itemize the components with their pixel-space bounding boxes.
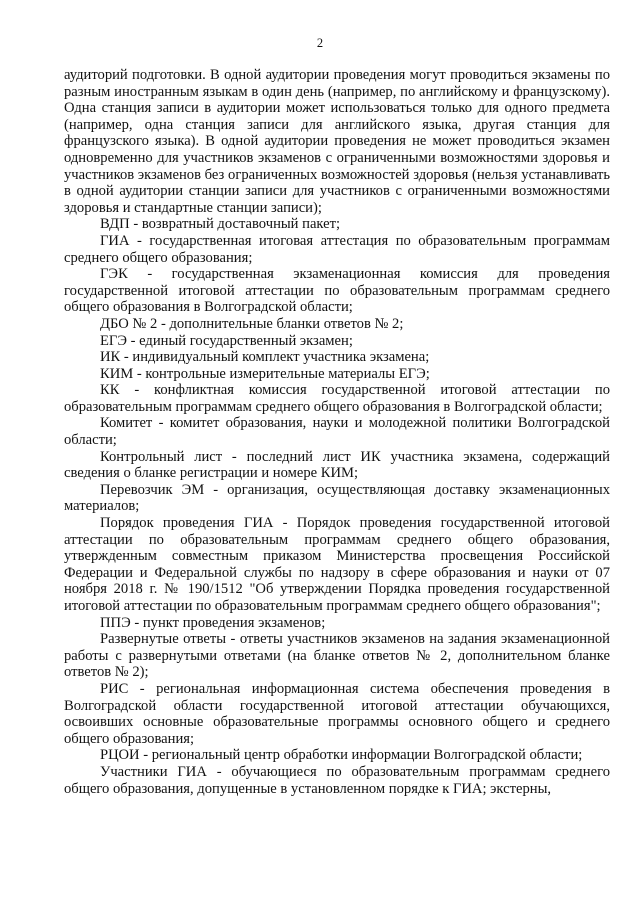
definition-ik: ИК - индивидуальный комплект участника экзамена;	[100, 349, 430, 366]
definition-kk: КК - конфликтная комиссия государственной итоговой аттестации по образовательным программам среднего общего образования в Волгоградской области;	[64, 382, 610, 415]
paragraph-audit-continuation: аудиторий подготовки. В одной аудитории проведения могут проводиться экзамены по разным иностранным языкам в один день (например, по английскому и французскому). Одна станция записи в аудитории может использоваться только для одного предмета (например, одна станция записи для английского языка, другая станция для французского языка). В одной аудитории проведения не может проводиться экзамен одновременно для участников экзаменов с ограниченными возможностями здоровья и участников экзаменов без ограниченных возможностей здоровья (нельзя устанавливать в одной аудитории станции записи для участников с ограниченными возможностями здоровья и стандартные станции записи);	[64, 67, 610, 216]
definition-detailed-answers: Развернутые ответы - ответы участников экзаменов на задания экзаменационной работы с развернутыми ответами (на бланке ответов № 2, дополнительном бланке ответов № 2);	[64, 631, 610, 681]
definition-carrier: Перевозчик ЭМ - организация, осуществляющая доставку экзаменационных материалов;	[64, 481, 610, 515]
definition-dbo: ДБО № 2 - дополнительные бланки ответов № 2;	[100, 315, 404, 332]
definition-vdp: ВДП - возвратный доставочный пакет;	[100, 216, 341, 233]
definition-control-sheet: Контрольный лист - последний лист ИК участника экзамена, содержащий сведения о бланке регистрации и номере КИМ;	[64, 448, 610, 482]
definition-participants: Участники ГИА - обучающиеся по образовательным программам среднего общего образования, допущенные в установленном порядке к ГИА; экстерны,	[64, 763, 610, 797]
definition-gia: ГИА - государственная итоговая аттестация по образовательным программам среднего общего образования;	[64, 232, 610, 266]
definition-ppe: ППЭ - пункт проведения экзаменов;	[100, 614, 326, 631]
definition-ege: ЕГЭ - единый государственный экзамен;	[100, 332, 353, 349]
definition-ris: РИС - региональная информационная система обеспечения проведения в Волгоградской области государственной итоговой аттестации обучающихся, освоивших основные образовательные программы основного общего и среднего общего образования;	[64, 680, 610, 747]
definition-kim: КИМ - контрольные измерительные материалы ЕГЭ;	[100, 365, 430, 382]
definition-komitet: Комитет - комитет образования, науки и молодежной политики Волгоградской области;	[64, 415, 610, 449]
definition-gek: ГЭК - государственная экзаменационная комиссия для проведения государственной итоговой аттестации по образовательным программам среднего общего образования в Волгоградской области;	[64, 266, 610, 316]
definition-procedure: Порядок проведения ГИА - Порядок проведения государственной итоговой аттестации по образовательным программам среднего общего образования, утвержденным совместным приказом Министерства просвещения Российской Федерации и Федеральной службы по надзору в сфере образования и науки от 07 ноября 2018 г. № 190/1512 "Об утверждении Порядка проведения государственной итоговой аттестации по образовательным программам среднего общего образования";	[64, 515, 610, 614]
document-body	[64, 67, 610, 797]
definition-rcoi: РЦОИ - региональный центр обработки информации Волгоградской области;	[100, 747, 583, 764]
page-number: 2	[316, 36, 324, 50]
